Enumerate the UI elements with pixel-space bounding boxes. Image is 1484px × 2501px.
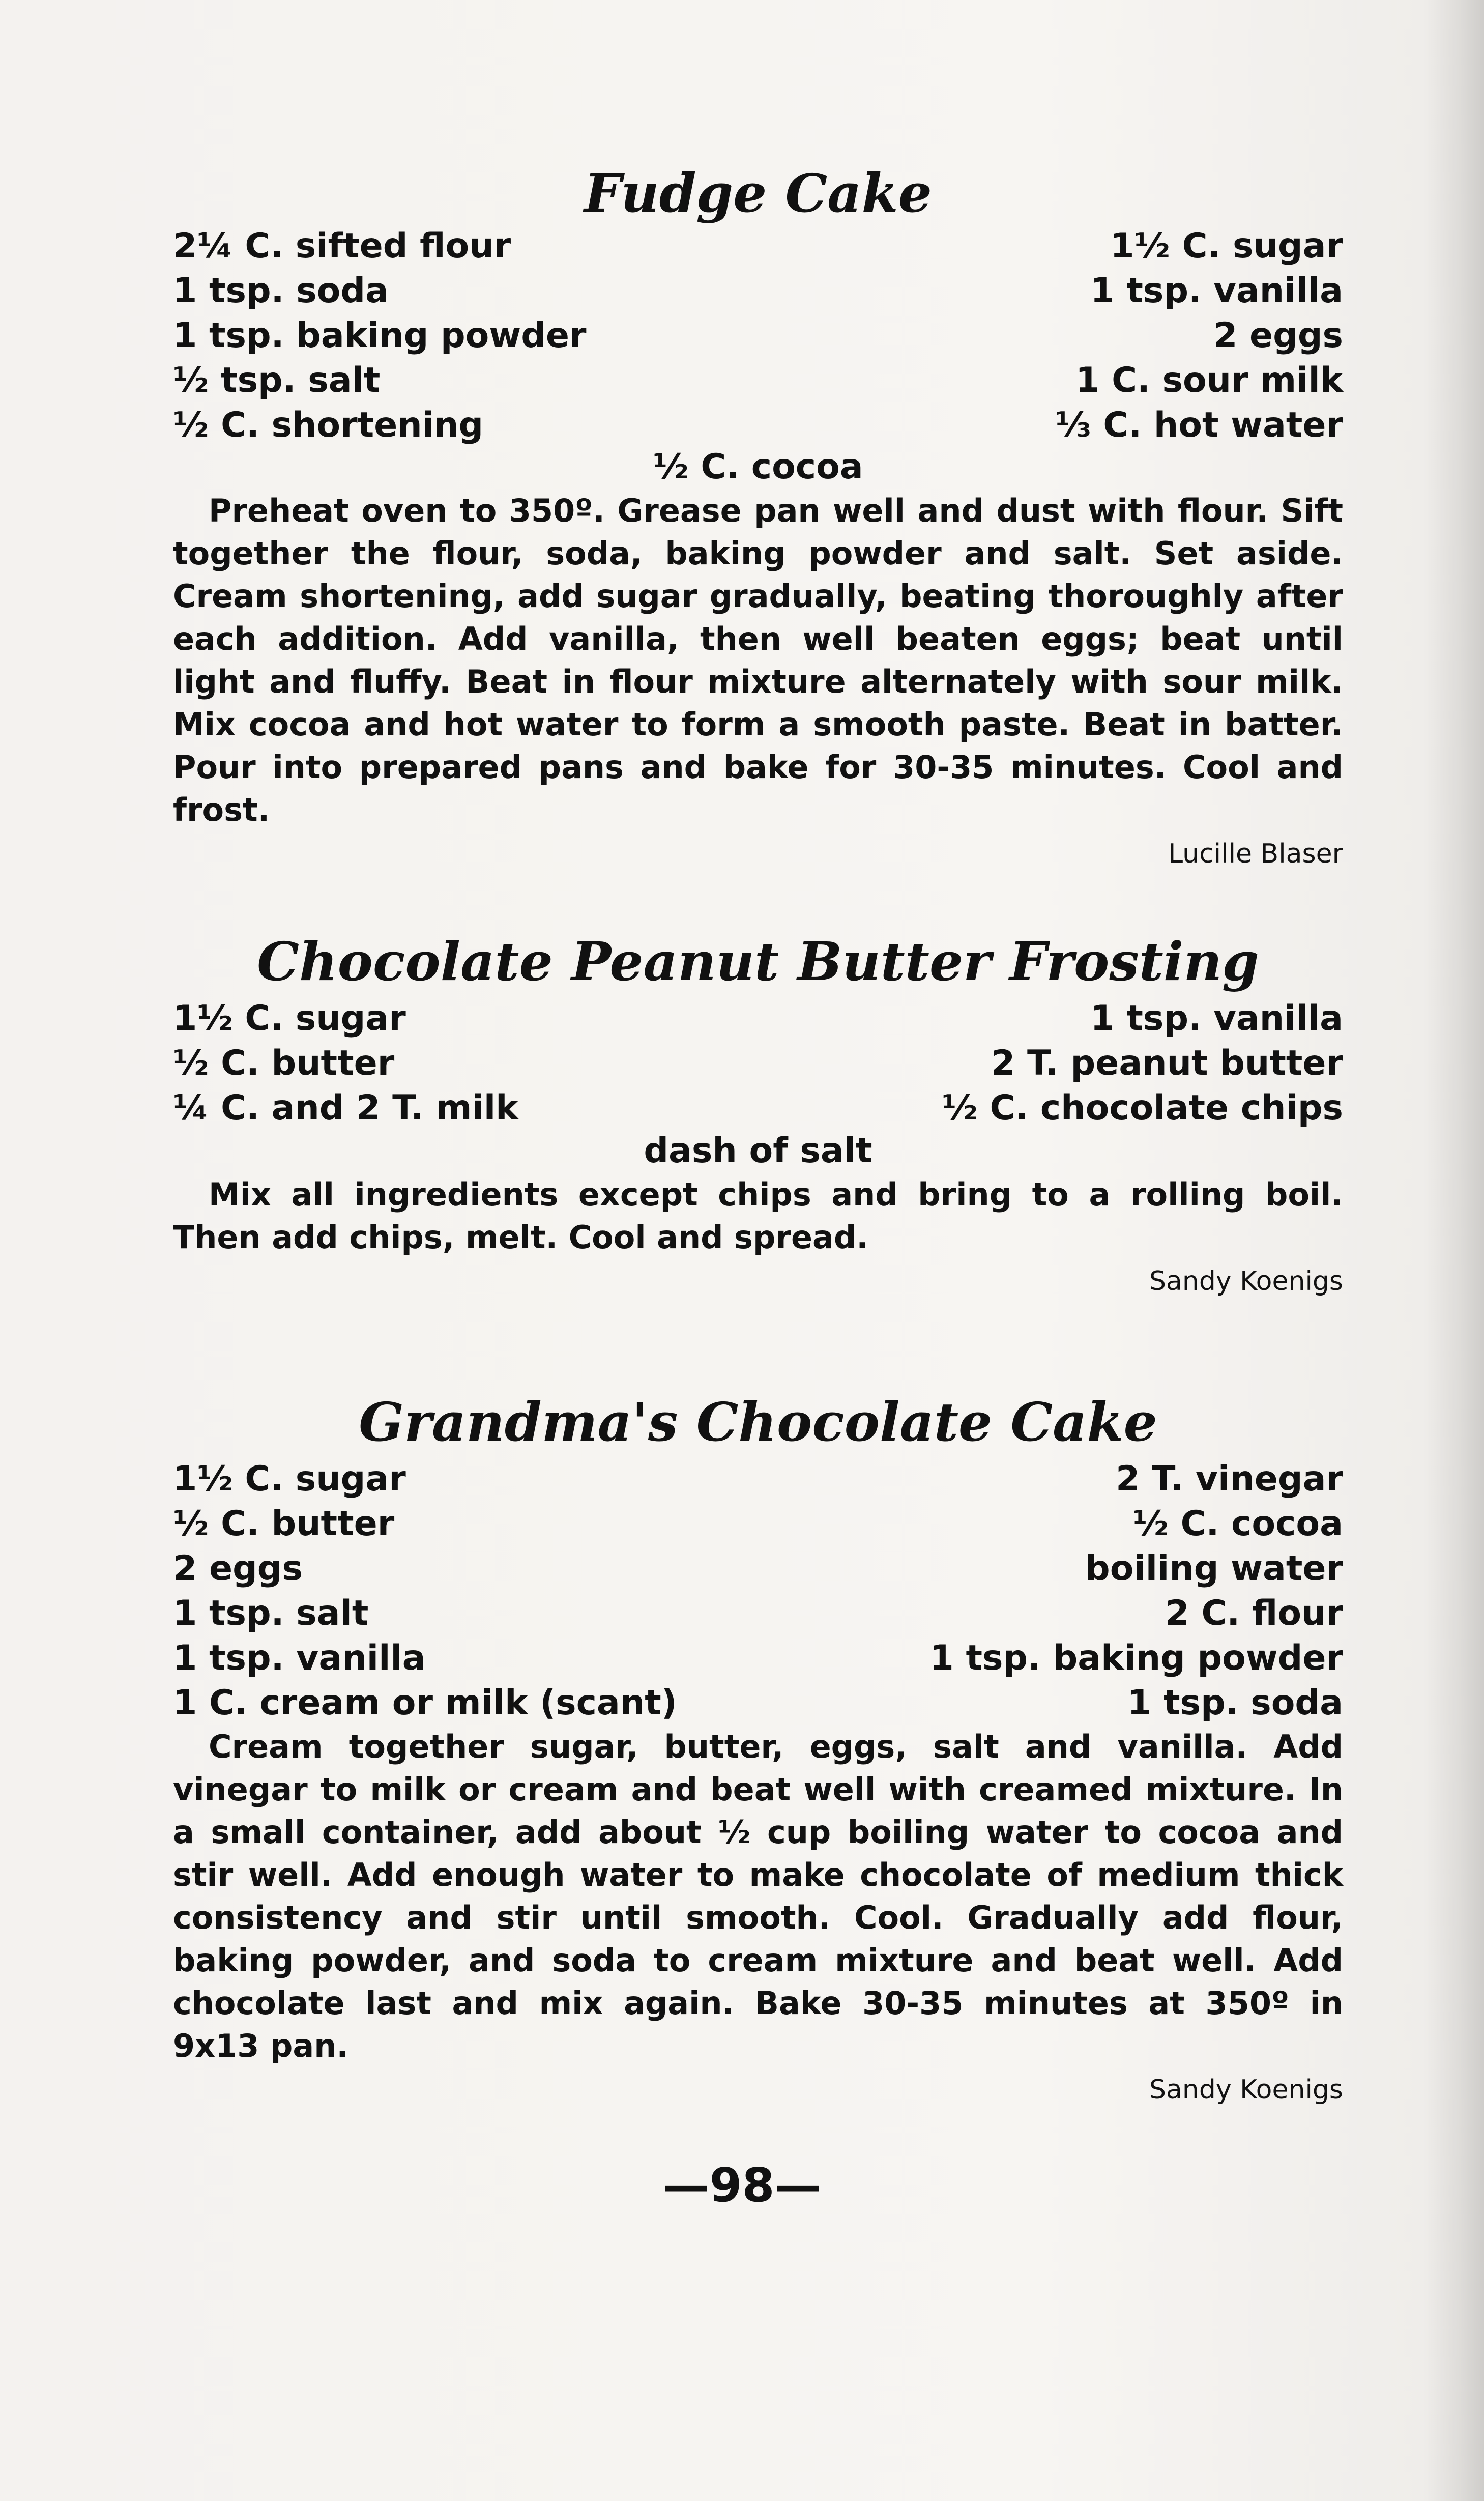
ingredient: 2 eggs xyxy=(173,1548,303,1589)
ingredient: ⅓ C. hot water xyxy=(1055,405,1343,445)
ingredient-column-left xyxy=(173,224,587,448)
ingredient-column-right xyxy=(942,996,1343,1131)
ingredient-column-left xyxy=(173,1457,677,1726)
ingredient: ½ C. shortening xyxy=(173,405,484,445)
ingredient: ¼ C. and 2 T. milk xyxy=(173,1088,519,1128)
ingredient: 1 tsp. baking powder xyxy=(929,1638,1343,1678)
ingredient: ½ tsp. salt xyxy=(173,360,381,400)
ingredient: 1 tsp. vanilla xyxy=(1090,271,1343,311)
ingredient-list xyxy=(173,1457,1343,1726)
ingredient-column-right xyxy=(929,1457,1343,1726)
ingredient: 1 C. cream or milk (scant) xyxy=(173,1683,677,1723)
page-edge-shadow xyxy=(1423,0,1484,2501)
recipe-title: Grandma's Chocolate Cake xyxy=(359,1391,1157,1453)
ingredient: 2 C. flour xyxy=(1165,1593,1343,1633)
ingredient: ½ C. chocolate chips xyxy=(942,1088,1343,1128)
ingredient-column-right xyxy=(1055,224,1343,448)
ingredient: 2¼ C. sifted flour xyxy=(173,226,511,266)
ingredient: 1 C. sour milk xyxy=(1075,360,1343,400)
recipe-author: Lucille Blaser xyxy=(1168,839,1343,869)
ingredient: 1 tsp. vanilla xyxy=(1090,998,1343,1039)
recipe-chocolate-peanut-butter-frosting xyxy=(173,931,1343,1302)
recipe-directions: Cream together sugar, butter, eggs, salt and vanilla. Add vinegar to milk or cream and beat well with creamed mixture. In a small container, add about ½ cup boiling water to cocoa and stir well. Add enough water to make chocolate of medium thick consistency and stir until smooth. Cool. Gradually add flour, baking powder, and soda to cream mixture and beat well. Add chocolate last and mix again. Bake 30-35 minutes at 350º in 9x13 pan. xyxy=(173,1728,1343,2064)
ingredient: 1 tsp. soda xyxy=(1127,1683,1343,1723)
ingredient: 2 eggs xyxy=(1213,315,1343,356)
ingredient: 1 tsp. salt xyxy=(173,1593,369,1633)
ingredient: 2 T. peanut butter xyxy=(991,1043,1343,1083)
ingredient-list xyxy=(173,224,1343,448)
recipe-author: Sandy Koenigs xyxy=(1149,1266,1343,1297)
ingredient-column-left xyxy=(173,996,518,1131)
ingredient-list xyxy=(173,996,1343,1131)
ingredient: 1½ C. sugar xyxy=(1110,226,1343,266)
ingredient: 2 T. vinegar xyxy=(1116,1459,1343,1499)
ingredient: 1 tsp. baking powder xyxy=(173,315,587,356)
ingredient: 1½ C. sugar xyxy=(173,1459,406,1499)
ingredient-centered: ½ C. cocoa xyxy=(653,447,863,487)
recipe-directions: Preheat oven to 350º. Grease pan well and dust with flour. Sift together the flour, soda, baking powder and salt. Set aside. Cream shortening, add sugar gradually, beating thoroughly after each addition. Add vanilla, then well beaten eggs; beat until light and fluffy. Beat in flour mixture alternately with sour milk. Mix cocoa and hot water to form a smooth paste. Beat in batter. Pour into prepared pans and bake for 30-35 minutes. Cool and frost. xyxy=(173,492,1343,828)
recipe-grandmas-chocolate-cake xyxy=(173,1392,1343,2110)
ingredient: ½ C. butter xyxy=(173,1043,395,1083)
ingredient-centered: dash of salt xyxy=(644,1131,872,1171)
recipe-fudge-cake xyxy=(173,163,1343,874)
recipe-title: Fudge Cake xyxy=(584,162,932,224)
ingredient: 1½ C. sugar xyxy=(173,998,406,1039)
ingredient: 1 tsp. soda xyxy=(173,271,389,311)
recipe-title: Chocolate Peanut Butter Frosting xyxy=(257,930,1259,993)
ingredient: ½ C. butter xyxy=(173,1504,395,1544)
ingredient: 1 tsp. vanilla xyxy=(173,1638,426,1678)
recipe-author: Sandy Koenigs xyxy=(1149,2075,1343,2105)
recipe-directions: Mix all ingredients except chips and bring to a rolling boil. Then add chips, melt. Cool and spread. xyxy=(173,1176,1343,1256)
page-number: —98— xyxy=(662,2158,822,2212)
ingredient: ½ C. cocoa xyxy=(1132,1504,1343,1544)
ingredient: boiling water xyxy=(1085,1548,1343,1589)
